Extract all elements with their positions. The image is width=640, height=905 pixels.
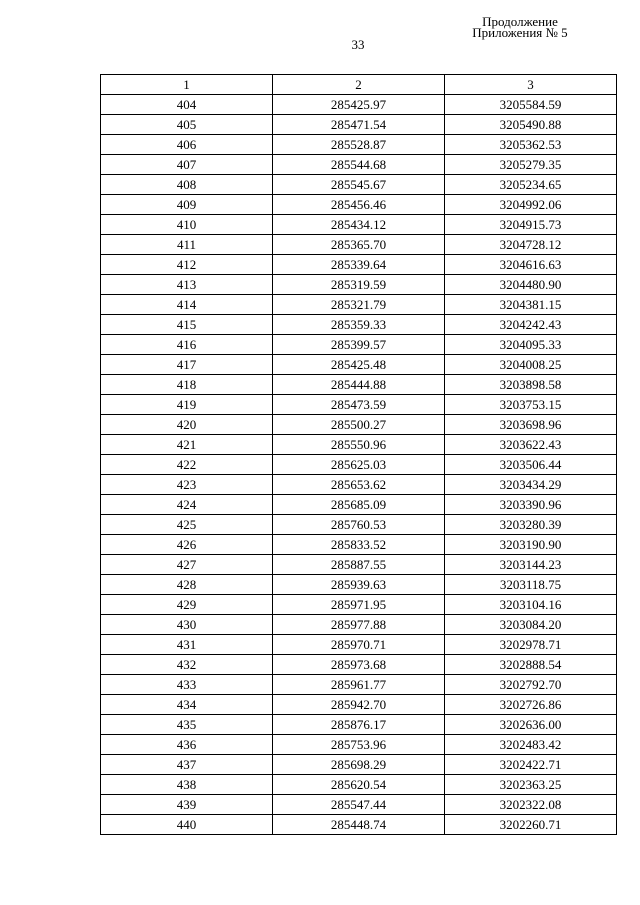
y-coordinate-cell: 3204095.33 [445, 335, 617, 355]
y-coordinate-cell: 3205234.65 [445, 175, 617, 195]
table-row [101, 235, 617, 255]
x-coordinate-cell: 285425.97 [273, 95, 445, 115]
table-row [101, 675, 617, 695]
column-header-1: 1 [101, 75, 273, 95]
point-number-cell: 436 [101, 735, 273, 755]
point-number-cell: 423 [101, 475, 273, 495]
continuation-label: Продолжение [482, 14, 558, 29]
point-number-cell: 431 [101, 635, 273, 655]
point-number-cell: 404 [101, 95, 273, 115]
point-number-cell: 429 [101, 595, 273, 615]
y-coordinate-cell: 3203104.16 [445, 595, 617, 615]
x-coordinate-cell: 285547.44 [273, 795, 445, 815]
table-row [101, 755, 617, 775]
column-header-2: 2 [273, 75, 445, 95]
table-row [101, 555, 617, 575]
y-coordinate-cell: 3204616.63 [445, 255, 617, 275]
table-row [101, 335, 617, 355]
x-coordinate-cell: 285359.33 [273, 315, 445, 335]
x-coordinate-cell: 285319.59 [273, 275, 445, 295]
table-row [101, 595, 617, 615]
x-coordinate-cell: 285620.54 [273, 775, 445, 795]
x-coordinate-cell: 285973.68 [273, 655, 445, 675]
x-coordinate-cell: 285365.70 [273, 235, 445, 255]
y-coordinate-cell: 3202792.70 [445, 675, 617, 695]
x-coordinate-cell: 285545.67 [273, 175, 445, 195]
table-row [101, 515, 617, 535]
table-row [101, 495, 617, 515]
x-coordinate-cell: 285970.71 [273, 635, 445, 655]
y-coordinate-cell: 3203084.20 [445, 615, 617, 635]
table-row [101, 155, 617, 175]
x-coordinate-cell: 285753.96 [273, 735, 445, 755]
y-coordinate-cell: 3202636.00 [445, 715, 617, 735]
point-number-cell: 411 [101, 235, 273, 255]
table-row [101, 435, 617, 455]
y-coordinate-cell: 3203190.90 [445, 535, 617, 555]
y-coordinate-cell: 3203434.29 [445, 475, 617, 495]
table-row [101, 715, 617, 735]
point-number-cell: 410 [101, 215, 273, 235]
point-number-cell: 405 [101, 115, 273, 135]
y-coordinate-cell: 3202260.71 [445, 815, 617, 835]
column-header-3: 3 [445, 75, 617, 95]
point-number-cell: 428 [101, 575, 273, 595]
x-coordinate-cell: 285685.09 [273, 495, 445, 515]
x-coordinate-cell: 285550.96 [273, 435, 445, 455]
table-row [101, 695, 617, 715]
y-coordinate-cell: 3204008.25 [445, 355, 617, 375]
x-coordinate-cell: 285339.64 [273, 255, 445, 275]
x-coordinate-cell: 285425.48 [273, 355, 445, 375]
point-number-cell: 435 [101, 715, 273, 735]
table-row [101, 655, 617, 675]
point-number-cell: 440 [101, 815, 273, 835]
x-coordinate-cell: 285321.79 [273, 295, 445, 315]
x-coordinate-cell: 285939.63 [273, 575, 445, 595]
appendix-continuation-note [440, 16, 600, 38]
x-coordinate-cell: 285876.17 [273, 715, 445, 735]
point-number-cell: 439 [101, 795, 273, 815]
point-number-cell: 421 [101, 435, 273, 455]
x-coordinate-cell: 285444.88 [273, 375, 445, 395]
x-coordinate-cell: 285473.59 [273, 395, 445, 415]
point-number-cell: 407 [101, 155, 273, 175]
y-coordinate-cell: 3204242.43 [445, 315, 617, 335]
point-number-cell: 418 [101, 375, 273, 395]
y-coordinate-cell: 3204381.15 [445, 295, 617, 315]
x-coordinate-cell: 285833.52 [273, 535, 445, 555]
y-coordinate-cell: 3203280.39 [445, 515, 617, 535]
point-number-cell: 417 [101, 355, 273, 375]
y-coordinate-cell: 3204915.73 [445, 215, 617, 235]
point-number-cell: 434 [101, 695, 273, 715]
x-coordinate-cell: 285760.53 [273, 515, 445, 535]
y-coordinate-cell: 3202422.71 [445, 755, 617, 775]
coordinates-table [100, 74, 617, 835]
table-row [101, 615, 617, 635]
table-row [101, 475, 617, 495]
y-coordinate-cell: 3203118.75 [445, 575, 617, 595]
y-coordinate-cell: 3202726.86 [445, 695, 617, 715]
table-row [101, 355, 617, 375]
x-coordinate-cell: 285528.87 [273, 135, 445, 155]
point-number-cell: 416 [101, 335, 273, 355]
page-number: 33 [351, 37, 365, 52]
table-row [101, 575, 617, 595]
x-coordinate-cell: 285500.27 [273, 415, 445, 435]
y-coordinate-cell: 3203753.15 [445, 395, 617, 415]
table-row [101, 275, 617, 295]
y-coordinate-cell: 3205362.53 [445, 135, 617, 155]
table-row [101, 375, 617, 395]
point-number-cell: 433 [101, 675, 273, 695]
point-number-cell: 420 [101, 415, 273, 435]
y-coordinate-cell: 3204480.90 [445, 275, 617, 295]
x-coordinate-cell: 285942.70 [273, 695, 445, 715]
point-number-cell: 424 [101, 495, 273, 515]
table-header-row [101, 75, 617, 95]
x-coordinate-cell: 285698.29 [273, 755, 445, 775]
point-number-cell: 413 [101, 275, 273, 295]
table-row [101, 135, 617, 155]
table-row [101, 795, 617, 815]
x-coordinate-cell: 285434.12 [273, 215, 445, 235]
y-coordinate-cell: 3204728.12 [445, 235, 617, 255]
table-row [101, 215, 617, 235]
x-coordinate-cell: 285653.62 [273, 475, 445, 495]
point-number-cell: 437 [101, 755, 273, 775]
x-coordinate-cell: 285544.68 [273, 155, 445, 175]
y-coordinate-cell: 3203898.58 [445, 375, 617, 395]
table-row [101, 315, 617, 335]
table-body [101, 95, 617, 835]
table-row [101, 455, 617, 475]
y-coordinate-cell: 3205279.35 [445, 155, 617, 175]
point-number-cell: 438 [101, 775, 273, 795]
table-row [101, 395, 617, 415]
table-row [101, 195, 617, 215]
point-number-cell: 425 [101, 515, 273, 535]
point-number-cell: 408 [101, 175, 273, 195]
table-row [101, 735, 617, 755]
table-row [101, 775, 617, 795]
x-coordinate-cell: 285456.46 [273, 195, 445, 215]
table-row [101, 255, 617, 275]
point-number-cell: 414 [101, 295, 273, 315]
table-row [101, 415, 617, 435]
table-row [101, 95, 617, 115]
y-coordinate-cell: 3203506.44 [445, 455, 617, 475]
point-number-cell: 432 [101, 655, 273, 675]
y-coordinate-cell: 3203144.23 [445, 555, 617, 575]
y-coordinate-cell: 3202978.71 [445, 635, 617, 655]
point-number-cell: 422 [101, 455, 273, 475]
x-coordinate-cell: 285977.88 [273, 615, 445, 635]
point-number-cell: 430 [101, 615, 273, 635]
x-coordinate-cell: 285625.03 [273, 455, 445, 475]
point-number-cell: 406 [101, 135, 273, 155]
point-number-cell: 409 [101, 195, 273, 215]
point-number-cell: 427 [101, 555, 273, 575]
y-coordinate-cell: 3205584.59 [445, 95, 617, 115]
y-coordinate-cell: 3205490.88 [445, 115, 617, 135]
x-coordinate-cell: 285961.77 [273, 675, 445, 695]
y-coordinate-cell: 3202483.42 [445, 735, 617, 755]
y-coordinate-cell: 3203698.96 [445, 415, 617, 435]
x-coordinate-cell: 285399.57 [273, 335, 445, 355]
appendix-label: Приложения № 5 [472, 25, 568, 40]
x-coordinate-cell: 285448.74 [273, 815, 445, 835]
y-coordinate-cell: 3204992.06 [445, 195, 617, 215]
table-row [101, 295, 617, 315]
table-row [101, 115, 617, 135]
table-row [101, 535, 617, 555]
x-coordinate-cell: 285471.54 [273, 115, 445, 135]
table-row [101, 635, 617, 655]
table-row [101, 815, 617, 835]
point-number-cell: 415 [101, 315, 273, 335]
point-number-cell: 412 [101, 255, 273, 275]
point-number-cell: 419 [101, 395, 273, 415]
x-coordinate-cell: 285887.55 [273, 555, 445, 575]
x-coordinate-cell: 285971.95 [273, 595, 445, 615]
y-coordinate-cell: 3202888.54 [445, 655, 617, 675]
point-number-cell: 426 [101, 535, 273, 555]
y-coordinate-cell: 3203390.96 [445, 495, 617, 515]
y-coordinate-cell: 3202322.08 [445, 795, 617, 815]
y-coordinate-cell: 3202363.25 [445, 775, 617, 795]
table-row [101, 175, 617, 195]
y-coordinate-cell: 3203622.43 [445, 435, 617, 455]
